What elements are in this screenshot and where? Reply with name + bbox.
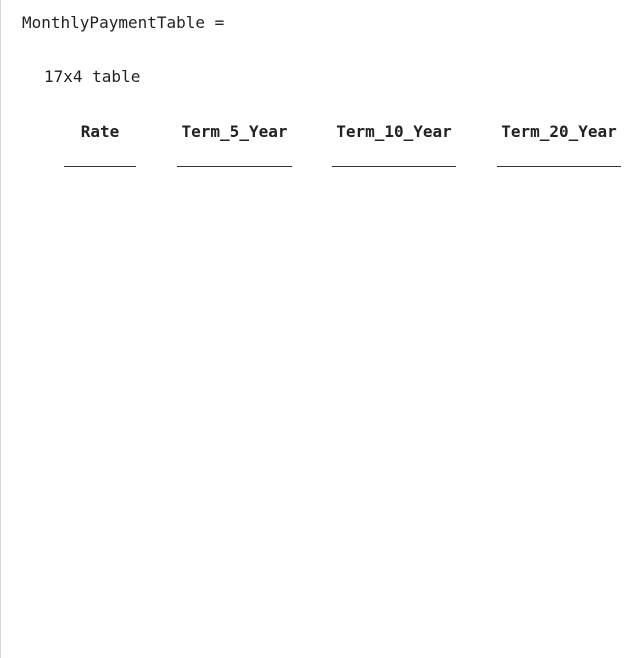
header-underline-term-20-year [497, 166, 621, 167]
header-underline-term-10-year [332, 166, 456, 167]
header-underline-rate [64, 166, 136, 167]
column-header-term-20-year: Term_20_Year [501, 122, 617, 141]
variable-name-line: MonthlyPaymentTable = [22, 13, 225, 32]
column-header-rate: Rate [80, 122, 120, 141]
table-size-line: 17x4 table [44, 67, 141, 86]
column-header-term-5-year: Term_5_Year [181, 122, 288, 141]
column-header-term-10-year: Term_10_Year [336, 122, 452, 141]
header-underline-term-5-year [177, 166, 292, 167]
